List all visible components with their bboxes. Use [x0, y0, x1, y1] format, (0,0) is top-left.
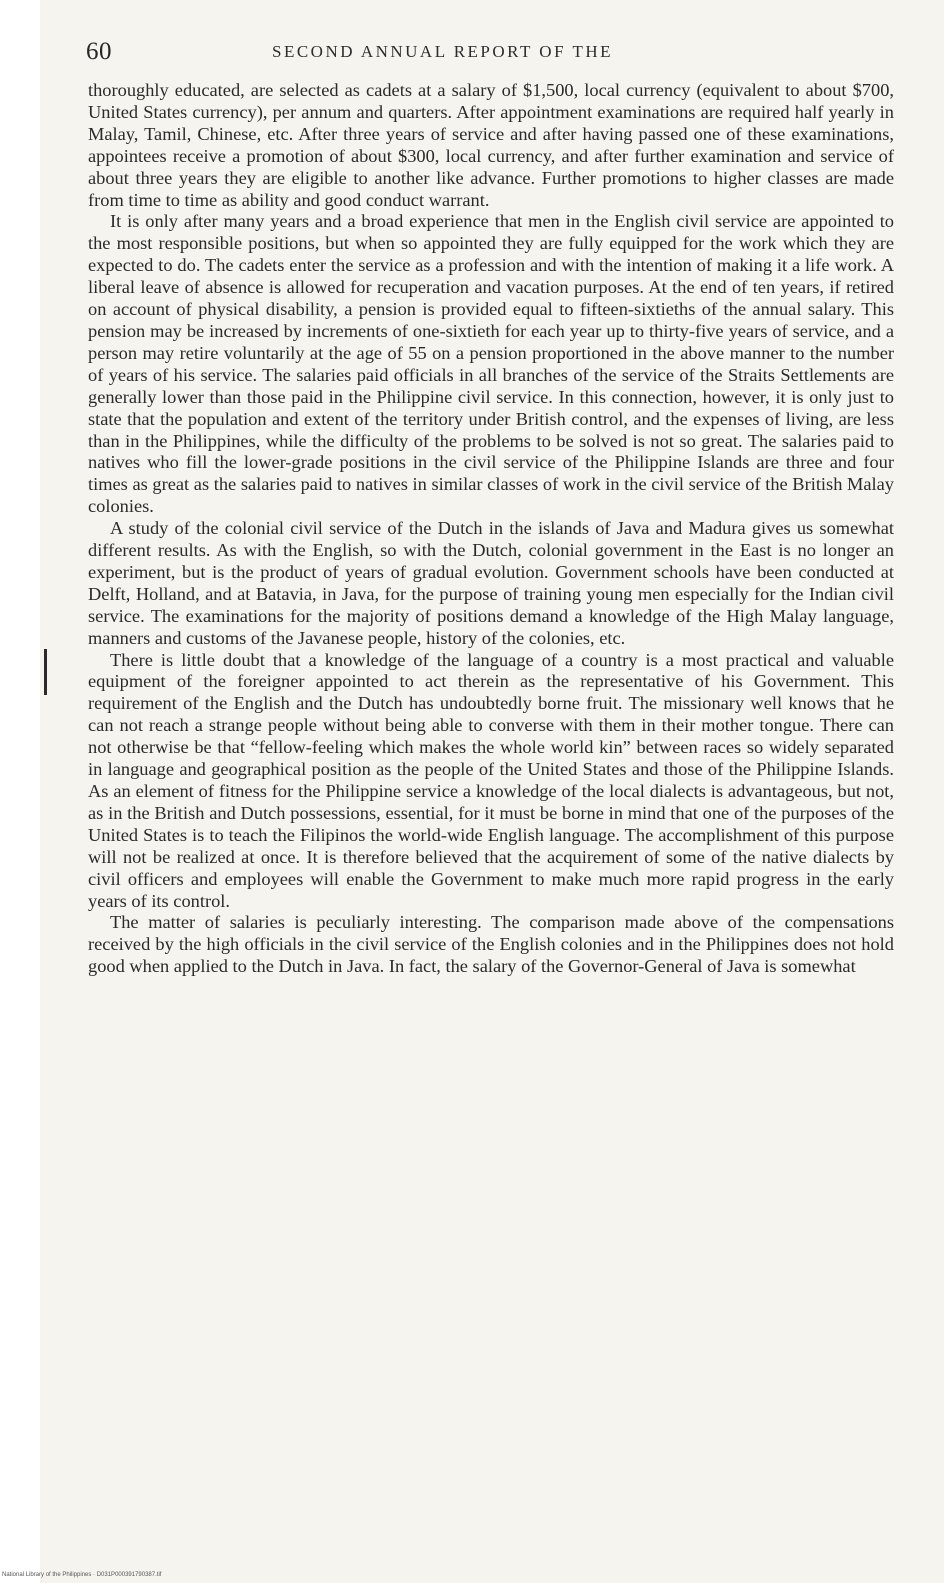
paragraph-dutch-colonial-service: A study of the colonial civil service of the Dutch in the islands of Java and Madura gives us somewhat different results. As with the English, so with the Dutch, colonial government in the East is no longer an experiment, but is the product of years of gradual evolution. Government schools have been conducted at Delft, Holland, and at Batavia, in Java, for the purpose of training young men especially for the Indian civil service. The examinations for the majority of positions demand a knowledge of the High Malay language, manners and customs of the Javanese people, history of the colonies, etc.	[88, 518, 894, 648]
page-number: 60	[86, 38, 112, 65]
paragraph-english-civil-service: It is only after many years and a broad experience that men in the English civil service are appointed to the most responsible positions, but when so appointed they are fully equipped for the work which they are expected to do. The cadets enter the service as a profession and with the intention of making it a life work. A liberal leave of absence is allowed for recuperation and vacation purposes. At the end of ten years, if retired on account of physical disability, a pension is provided equal to fifteen-sixtieths of the annual salary. This pension may be increased by increments of one-sixtieth for each year up to thirty-five years of service, and a person may retire voluntarily at the age of 55 on a pension proportioned in the above manner to the number of years of his service. The salaries paid officials in all branches of the service of the Straits Settlements are generally lower than those paid in the Philippine civil service. In this connection, however, it is only just to state that the population and extent of the territory under British control, and the expenses of living, are less than in the Philippines, while the difficulty of the problems to be solved is not so great. The salaries paid to natives who fill the lower-grade positions in the civil service of the Philippine Islands are three and four times as great as the salaries paid to natives in similar classes of work in the civil service of the British Malay colonies.	[88, 211, 894, 517]
body-text	[88, 80, 894, 978]
page-header	[86, 38, 896, 70]
running-head: SECOND ANNUAL REPORT OF THE	[272, 42, 614, 61]
scan-margin	[0, 0, 40, 1583]
paragraph-cadets: thoroughly educated, are selected as cadets at a salary of $1,500, local currency (equivalent to about $700, United States currency), per annum and quarters. After appointment examinations are required half yearly in Malay, Tamil, Chinese, etc. After three years of service and after having passed one of these examinations, appointees receive a promotion of about $300, local currency, and after further examination and service of about three years they are eligible to another like advance. Further promotions to higher classes are made from time to time as ability and good conduct warrant.	[88, 80, 894, 210]
margin-mark	[44, 649, 47, 695]
paragraph-language-knowledge: There is little doubt that a knowledge of the language of a country is a most practical and valuable equipment of the foreigner appointed to act therein as the representative of his Government. This requirement of the English and the Dutch has undoubtedly borne fruit. The missionary well knows that he can not reach a strange people without being able to converse with them in their mother tongue. There can not otherwise be that “fellow-feeling which makes the whole world kin” between races so widely separated in language and geographical position as the people of the United States and those of the Philippine Islands. As an element of fitness for the Philippine service a knowledge of the local dialects is advantageous, but not, as in the British and Dutch possessions, essential, for it must be borne in mind that one of the purposes of the United States is to teach the Filipinos the world-wide English language. The accomplishment of this purpose will not be realized at once. It is therefore believed that the acquirement of some of the native dialects by civil officers and employees will enable the Government to make much more rapid progress in the early years of its control.	[88, 649, 894, 911]
scan-credit: National Library of the Philippines · D031P000391790387.tif	[2, 1572, 162, 1578]
paragraph-salaries: The matter of salaries is peculiarly interesting. The comparison made above of the compensations received by the high officials in the civil service of the English colonies and in the Philippines does not hold good when applied to the Dutch in Java. In fact, the salary of the Governor-General of Java is somewhat	[88, 912, 894, 977]
